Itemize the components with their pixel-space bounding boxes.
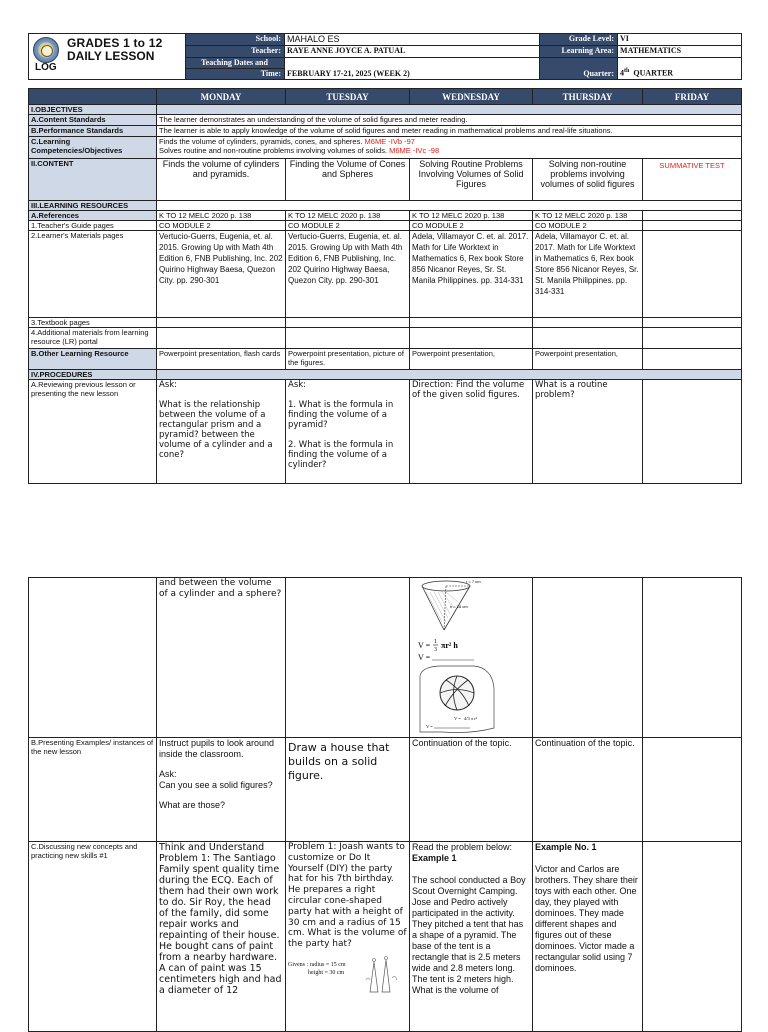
- presenting-monday-ask: Ask:: [159, 769, 177, 779]
- discussing-monday: Think and Understand Problem 1: The Santiago Family spent quality time during the ECQ. Each of them had their own work to do. Sir Roy, the head of the family, did some repair works and repainting of their house. He bought cans of paint from a nearby hardware. A can of paint was 15 centimeters high and had a diameter of 12: [157, 842, 286, 1032]
- reviewing-thursday-cont: [533, 578, 643, 738]
- procedures-heading-fill: [157, 370, 742, 380]
- competency-2-code: M6ME -IVc -98: [389, 146, 440, 155]
- school-value: MAHALO ES: [285, 34, 540, 46]
- tg-monday: CO MODULE 2: [157, 221, 286, 231]
- reviewing-thursday: What is a routine problem?: [533, 380, 643, 484]
- day-header-wednesday: WEDNESDAY: [410, 89, 533, 105]
- quarter-value: [618, 58, 742, 80]
- content-standards-text: The learner demonstrates an understanding of the volume of solid figures and meter reading.: [157, 115, 742, 126]
- references-wednesday: K TO 12 MELC 2020 p. 138: [410, 211, 533, 221]
- lm-label: 2.Learner's Materials pages: [29, 231, 157, 318]
- reviewing-wednesday-figures: [410, 578, 533, 738]
- additional-friday: [643, 328, 742, 349]
- school-label: School:: [186, 34, 285, 46]
- content-wednesday: Solving Routine Problems Involving Volumes of Solid Figures: [410, 159, 533, 201]
- lm-monday: Vertucio-Guerrs, Eugenia, et. al. 2015. Growing Up with Math 4th Edition 6, FNB Publishing, Inc. 202 Quirino Highway Baesa, Quezon City. pp. 290-301: [157, 231, 286, 318]
- quarter-suffix: th: [624, 68, 630, 75]
- discussing-wednesday-intro: Read the problem below:: [412, 842, 513, 852]
- other-thursday: Powerpoint presentation,: [533, 349, 643, 370]
- reviewing-tuesday-ask: Ask:: [288, 380, 307, 390]
- references-tuesday: K TO 12 MELC 2020 p. 138: [286, 211, 410, 221]
- additional-tuesday: [286, 328, 410, 349]
- tg-thursday: CO MODULE 2: [533, 221, 643, 231]
- day-header-thursday: THURSDAY: [533, 89, 643, 105]
- givens-radius: Givens : radius = 15 cm: [288, 961, 346, 968]
- performance-standards-label: B.Performance Standards: [29, 126, 157, 137]
- givens-height: height = 30 cm: [308, 969, 345, 976]
- references-monday: K TO 12 MELC 2020 p. 138: [157, 211, 286, 221]
- textbook-label: 3.Textbook pages: [29, 318, 157, 328]
- grade-level-value: VI: [618, 34, 742, 46]
- cone-radius-label: r = 7 cm: [466, 579, 481, 584]
- cone-formula-tail: πr² h: [441, 641, 458, 650]
- additional-materials-label: 4.Additional materials from learning resource (LR) portal: [29, 328, 157, 349]
- discussing-thursday-problem: Victor and Carlos are brothers. They share their toys with each other. One day, they played with dominoes. They made different shapes and figures out of these dominoes. Victor made a rectangular solid using 7 dominoes.: [535, 864, 638, 973]
- reviewing-label: A.Reviewing previous lesson or presenting the new lesson: [29, 380, 157, 484]
- discussing-label: C.Discussing new concepts and practicing new skills #1: [29, 842, 157, 1032]
- presenting-monday-q1: Can you see a solid figures?: [159, 780, 273, 790]
- presenting-thursday: Continuation of the topic.: [533, 738, 643, 842]
- other-wednesday: Powerpoint presentation,: [410, 349, 533, 370]
- solid-figures-drawing: [412, 578, 530, 736]
- resources-heading: III.LEARNING RESOURCES: [29, 201, 157, 211]
- quarter-label: Quarter:: [540, 58, 618, 80]
- additional-wednesday: [410, 328, 533, 349]
- dll-header-table: [28, 33, 742, 80]
- presenting-monday-instruct: Instruct pupils to look around inside the classroom.: [159, 738, 275, 759]
- learning-area-value: MATHEMATICS: [618, 46, 742, 58]
- learning-area-label: Learning Area:: [540, 46, 618, 58]
- cone-side-left: [422, 586, 444, 630]
- reviewing-tuesday-q2: 2. What is the formula in finding the volume of a cylinder?: [288, 440, 394, 470]
- presenting-friday: [643, 738, 742, 842]
- textbook-wednesday: [410, 318, 533, 328]
- teacher-label: Teacher:: [186, 46, 285, 58]
- discussing-tuesday-problem: Problem 1: Joash wants to customize or Do It Yourself (DIY) the party hat for his 7th birthday. He prepares a right circular cone-shaped party hat with a height of 30 cm and a radius of 15 cm. What is the volume of the party hat?: [288, 842, 407, 950]
- sphere-answer-line: V =: [426, 724, 433, 729]
- additional-monday: [157, 328, 286, 349]
- lm-tuesday: Vertucio-Guerrs, Eugenia, et. al. 2015. Growing Up with Math 4th Edition 6, FNB Publishing, Inc. 202 Quirino Highway Baesa, Quezon City. pp. 290-301: [286, 231, 410, 318]
- content-label: II.CONTENT: [29, 159, 157, 201]
- grade-level-label: Grade Level:: [540, 34, 618, 46]
- cone-height-line: [444, 586, 446, 630]
- teacher-value: RAYE ANNE JOYCE A. PATUAL: [285, 46, 540, 58]
- presenting-monday: [157, 738, 286, 842]
- day-header-friday: FRIDAY: [643, 89, 742, 105]
- discussing-thursday: [533, 842, 643, 1032]
- dates-value: FEBRUARY 17-21, 2025 (WEEK 2): [285, 58, 540, 80]
- objectives-heading-fill: [157, 105, 742, 115]
- quarter-word: QUARTER: [633, 69, 674, 78]
- discussing-tuesday: [286, 842, 410, 1032]
- content-tuesday: Finding the Volume of Cones and Spheres: [286, 159, 410, 201]
- title-line-1: GRADES 1 to 12: [67, 36, 163, 50]
- content-standards-label: A.Content Standards: [29, 115, 157, 126]
- objectives-heading: I.OBJECTIVES: [29, 105, 157, 115]
- textbook-thursday: [533, 318, 643, 328]
- sphere-formula-v: V =: [454, 716, 461, 721]
- competencies-text: [157, 137, 742, 159]
- title-line-2: DAILY LESSON: [67, 49, 155, 63]
- deped-seal-icon: [33, 37, 59, 63]
- lm-thursday: Adela, Villamayor C. et. al. 2017. Math for Life Worktext in Mathematics 6, Rex book Store 856 Nicanor Reyes, Sr. St. Manila Philippines. pp. 314-331: [533, 231, 643, 318]
- day-header-monday: MONDAY: [157, 89, 286, 105]
- reviewing-monday-ask: Ask:: [159, 380, 178, 390]
- performance-standards-text: The learner is able to apply knowledge of the volume of solid figures and meter reading in mathematical problems and real-life situations.: [157, 126, 742, 137]
- tg-wednesday: CO MODULE 2: [410, 221, 533, 231]
- title-line-3: LOG: [35, 62, 57, 73]
- discussing-wednesday-problem: The school conducted a Boy Scout Overnight Camping. Jose and Pedro actively participated in the activity. They pitched a tent that has a shape of a pyramid. The base of the tent is a rectangle that is 2.5 meters wide and 2.8 meters long. The tent is 2 meters high. What is the volume of: [412, 875, 526, 995]
- competency-1: Finds the volume of cylinders, pyramids, cones, and spheres.: [159, 137, 363, 146]
- day-header-tuesday: TUESDAY: [286, 89, 410, 105]
- presenting-monday-q2: What are those?: [159, 800, 226, 810]
- discussing-wednesday: [410, 842, 533, 1032]
- textbook-friday: [643, 318, 742, 328]
- dll-main-table: [28, 88, 742, 484]
- other-tuesday: Powerpoint presentation, picture of the figures.: [286, 349, 410, 370]
- content-monday: Finds the volume of cylinders and pyramids.: [157, 159, 286, 201]
- references-label: A.References: [29, 211, 157, 221]
- tg-friday: [643, 221, 742, 231]
- references-friday: [643, 211, 742, 221]
- tg-label: 1.Teacher's Guide pages: [29, 221, 157, 231]
- reviewing-friday: [643, 380, 742, 484]
- discussing-thursday-example: Example No. 1: [535, 842, 597, 852]
- cone-height-label: h = 18 cm: [450, 604, 468, 609]
- corner-header: [29, 89, 157, 105]
- resources-heading-fill: [157, 201, 742, 211]
- reviewing-label-cont: [29, 578, 157, 738]
- content-thursday: Solving non-routine problems involving volumes of solid figures: [533, 159, 643, 201]
- competencies-label: C.Learning Competencies/Objectives: [29, 137, 157, 159]
- references-thursday: K TO 12 MELC 2020 p. 138: [533, 211, 643, 221]
- discussing-wednesday-example: Example 1: [412, 853, 457, 863]
- reviewing-tuesday: [286, 380, 410, 484]
- cone-formula-num: 1: [434, 639, 437, 645]
- logo-cell: [29, 34, 186, 80]
- other-monday: Powerpoint presentation, flash cards: [157, 349, 286, 370]
- cone-formula-den: 3: [434, 647, 437, 653]
- presenting-wednesday: Continuation of the topic.: [410, 738, 533, 842]
- lm-wednesday: Adela, Villamayor C. et. al. 2017. Math for Life Worktext in Mathematics 6, Rex book Store 856 Nicanor Reyes, Sr. St. Manila Philippines. pp. 314-331: [410, 231, 533, 318]
- sphere-formula-tail: 4/3 π r³: [464, 716, 478, 721]
- reviewing-monday-question: What is the relationship between the volume of a rectangular prism and a pyramid? between the volume of a cylinder and a cone?: [159, 400, 273, 460]
- dates-label: Teaching Dates and: [186, 58, 285, 69]
- additional-thursday: [533, 328, 643, 349]
- time-label: Time:: [186, 69, 285, 80]
- tg-tuesday: CO MODULE 2: [286, 221, 410, 231]
- textbook-monday: [157, 318, 286, 328]
- party-hat-icon: [362, 954, 402, 998]
- cone-formula-v: V =: [418, 641, 431, 650]
- competency-2: Solves routine and non-routine problems involving volumes of solids.: [159, 146, 388, 155]
- content-friday: SUMMATIVE TEST: [643, 159, 742, 201]
- reviewing-wednesday: Direction: Find the volume of the given solid figures.: [410, 380, 533, 484]
- discussing-friday: [643, 842, 742, 1032]
- other-friday: [643, 349, 742, 370]
- reviewing-tuesday-q1: 1. What is the formula in finding the volume of a pyramid?: [288, 400, 394, 430]
- reviewing-friday-cont: [643, 578, 742, 738]
- quarter-number: 4: [620, 69, 625, 78]
- textbook-tuesday: [286, 318, 410, 328]
- presenting-label: B.Presenting Examples/ instances of the new lesson: [29, 738, 157, 842]
- procedures-heading: IV.PROCEDURES: [29, 370, 157, 380]
- reviewing-monday: [157, 380, 286, 484]
- other-resource-label: B.Other Learning Resource: [29, 349, 157, 370]
- reviewing-monday-cont: and between the volume of a cylinder and a sphere?: [157, 578, 286, 738]
- competency-1-code: M6ME -IVb -97: [364, 137, 415, 146]
- cone-answer-line: V =: [418, 653, 431, 662]
- presenting-tuesday: Draw a house that builds on a solid figure.: [286, 738, 410, 842]
- dll-page2-table: [28, 577, 742, 1032]
- reviewing-tuesday-cont: [286, 578, 410, 738]
- lm-friday: [643, 231, 742, 318]
